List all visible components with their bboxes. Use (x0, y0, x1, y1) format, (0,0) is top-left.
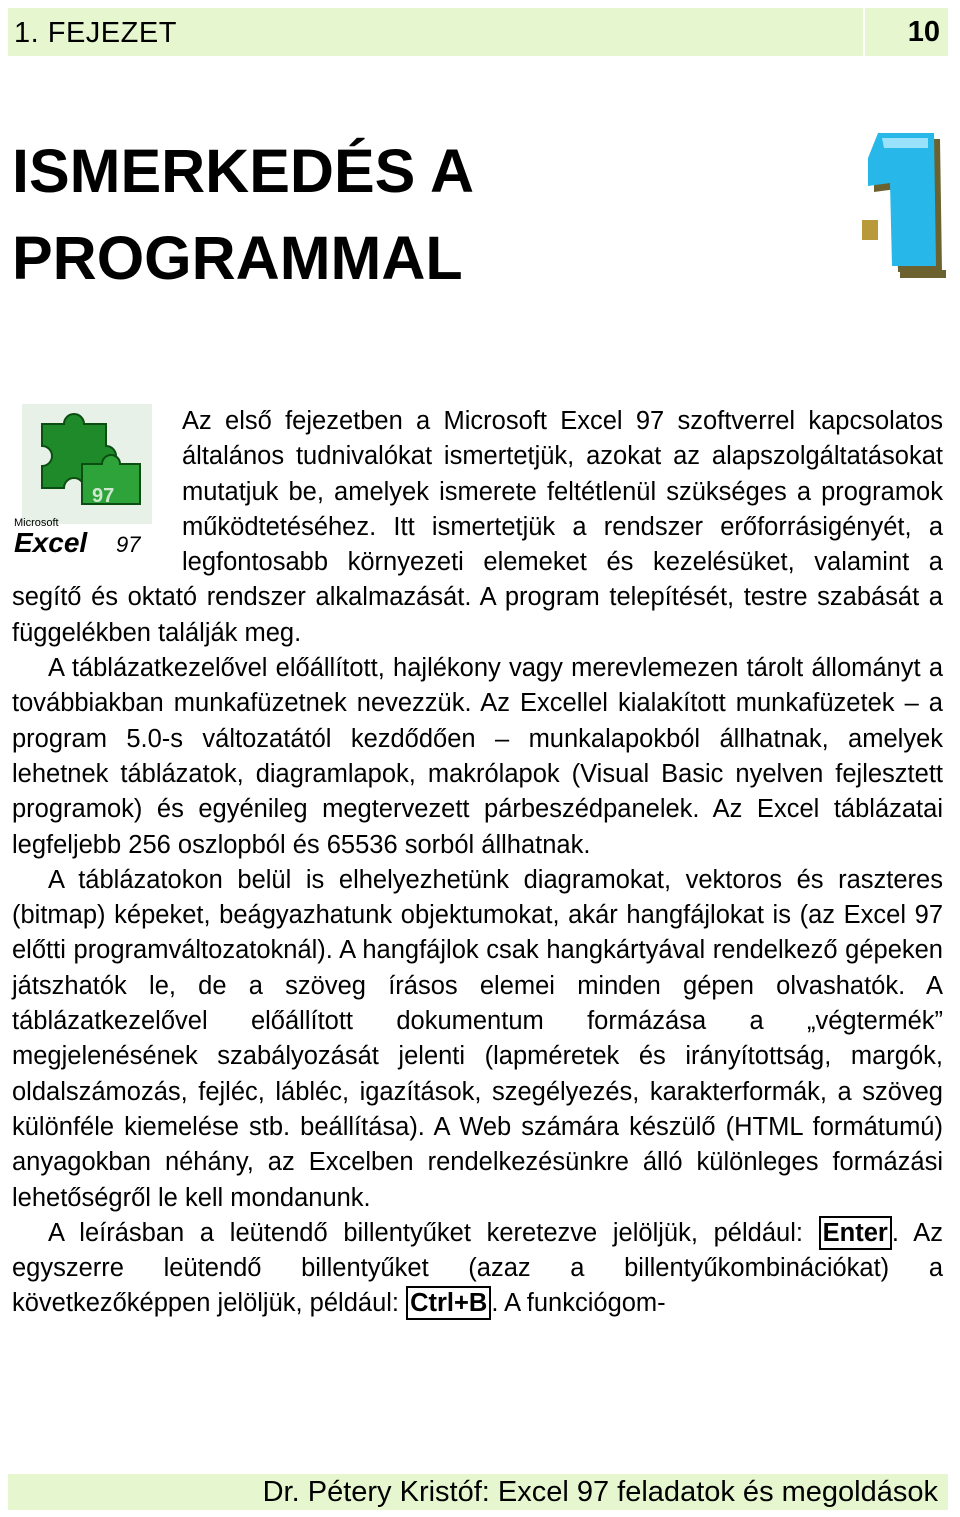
chapter-title-line-2: PROGRAMMAL (12, 224, 463, 292)
paragraph-3: A táblázatokon belül is elhelyezhetünk diagramokat, vektoros és raszteres (bitmap) képeket, beágyazhatunk objektumokat, akár hangfájlokat is (az Excel 97 előtti programváltozatoknál). A hangfájlok csak hangkártyával rendelkező gépeken játszhatók le, de a szöveg írásos elemei minden gépen olvashatók. A táblázatkezelővel előállított dokumentum formázása a „végtermék” megjelenésének szabályozását jelenti (lapméretek és irányítottság, margók, oldalszámozás, fejléc, lábléc, igazítások, szegélyezés, karakterformák, a szöveg különféle kiemelése stb. beállítása). A Web számára készülő (HTML formátumú) anyagokban néhány, az Excelben rendelkezésünkre álló különleges formázási lehetőségről le kell mondanunk. (12, 865, 943, 1212)
paragraph-4-part-1: A leírásban a leütendő billentyűket keretezve jelöljük, például: (48, 1218, 819, 1247)
logo-version-emboss: 97 (92, 485, 115, 507)
logo-brand-large: Excel (14, 527, 88, 558)
paragraph-1: Az első fejezetben a Microsoft Excel 97 szoftverrel kapcsolatos általános tudnivalókat ismertetjük, azokat az alapszolgáltatásokat mutatjuk be, amelyek ismerete feltétlenül szükséges a programok működtetéséhez. Itt ismertetjük a rendszer erőforrásigényét, a legfontosabb környezeti elemeket és kezelésüket, valamint a segítő és oktató rendszer alkalmazását. A program telepítését, testre szabását a függelékben találják meg. (12, 407, 943, 647)
chapter-title-line-1: ISMERKEDÉS A (12, 137, 475, 205)
logo-version: 97 (116, 532, 141, 557)
header-divider (863, 8, 865, 56)
key-ctrl-b: Ctrl+B (406, 1286, 491, 1320)
paragraph-4 (12, 1216, 943, 1322)
chapter-body (12, 404, 943, 1322)
chapter-title (12, 128, 712, 302)
chapter-number-one-graphic (848, 128, 958, 278)
paragraph-4-part-3: . A funkciógom- (491, 1289, 666, 1318)
footer-text: Dr. Pétery Kristóf: Excel 97 feladatok és megoldások (262, 1476, 938, 1508)
page-header (8, 8, 948, 56)
logo-space (12, 404, 182, 579)
paragraph-4-part-2: . Az egyszerre leütendő billentyűket (azaz a billentyűkombinációkat) a következőképpen jelöljük, például: (12, 1218, 943, 1318)
page-footer (8, 1474, 948, 1510)
chapter-label: 1. FEJEZET (14, 17, 177, 49)
key-enter: Enter (819, 1216, 892, 1250)
paragraph-2: A táblázatkezelővel előállított, hajlékony vagy merevlemezen tárolt állományt a továbbiakban munkafüzetnek nevezzük. Az Excellel kialakított munkafüzetek – a program 5.0-s változatától kezdődően – munkalapokból állhatnak, amelyek lehetnek táblázatok, diagramlapok, makrólapok (Visual Basic nyelven fejlesztett programok) és egyénileg megtervezett párbeszédpanelek. Az Excel táblázatai legfeljebb 256 oszlopból és 65536 sorból állhatnak. (12, 654, 943, 859)
page-number: 10 (907, 16, 940, 48)
logo-brand-small: Microsoft (14, 517, 59, 529)
